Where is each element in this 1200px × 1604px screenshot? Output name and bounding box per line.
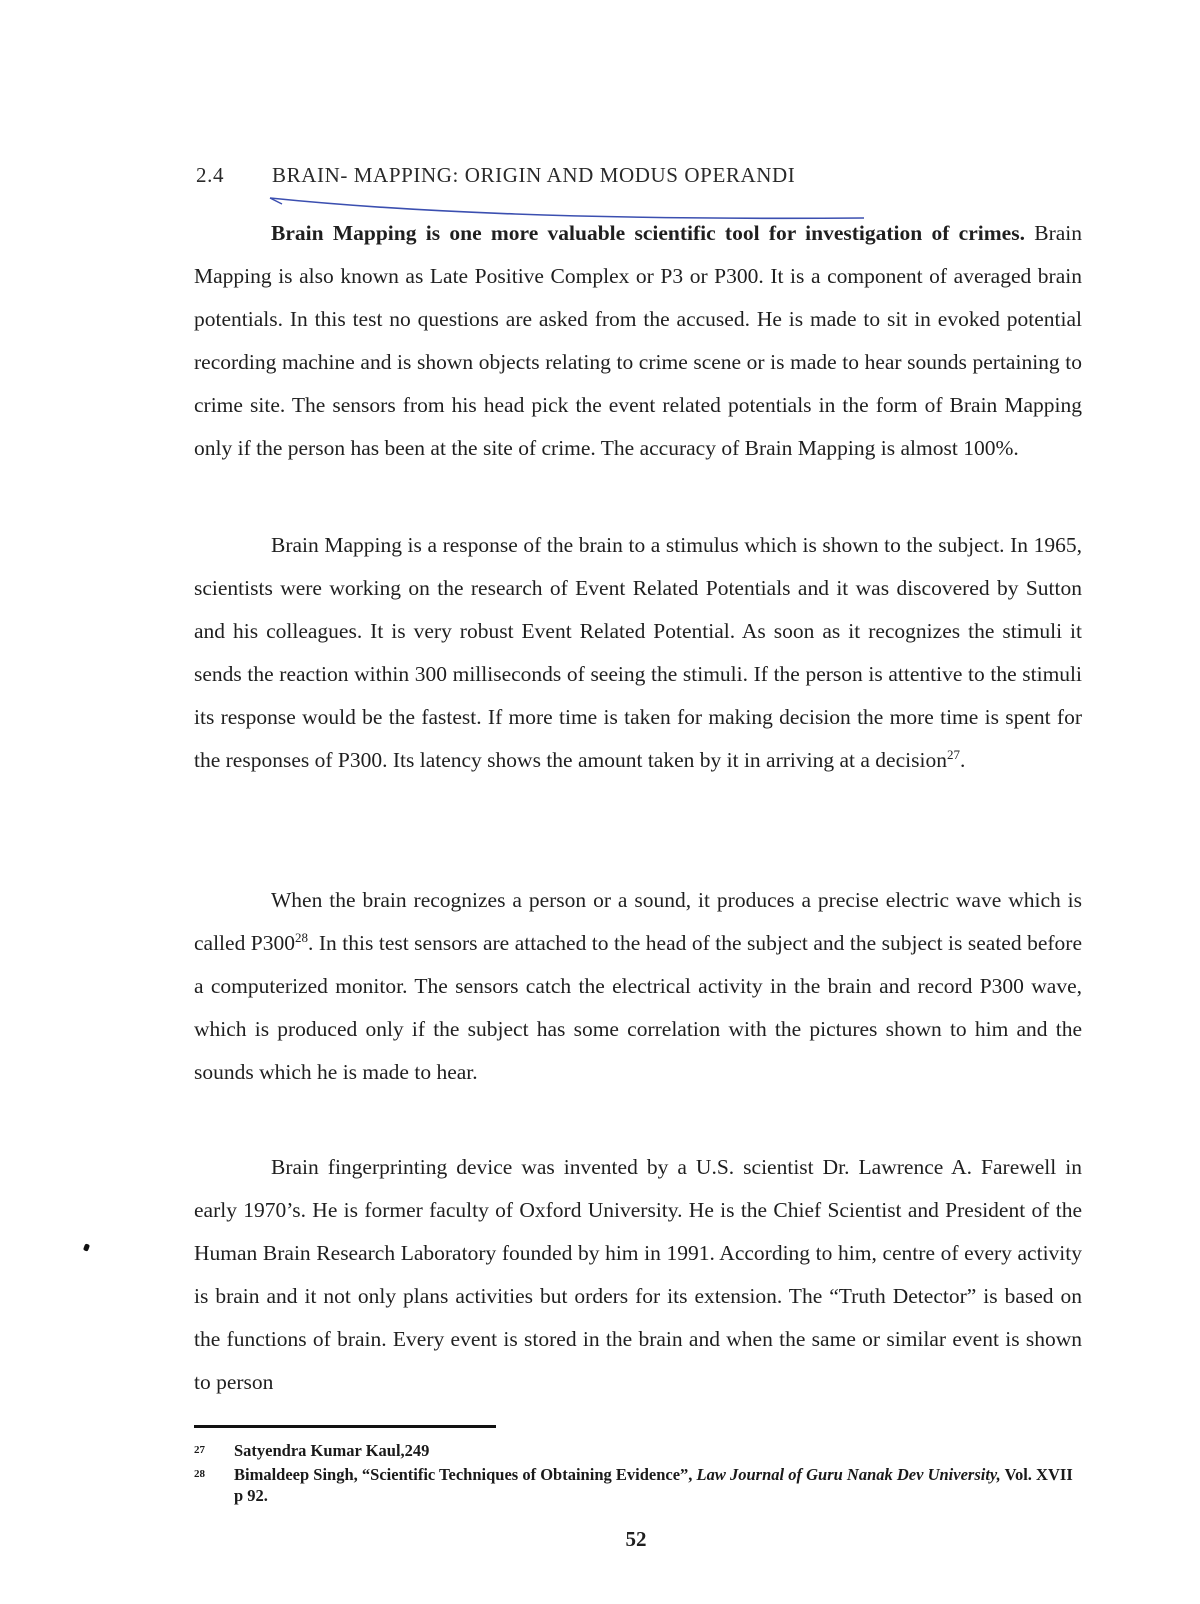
page-number: 52 bbox=[625, 1527, 647, 1551]
footnote-text: Satyendra Kumar Kaul,249 bbox=[234, 1441, 430, 1460]
paragraph-2 bbox=[194, 524, 1082, 782]
footnote-text-b: Vol. XVII p 92. bbox=[234, 1465, 1073, 1505]
footnote-mark: 27 bbox=[194, 1444, 205, 1456]
paragraph-1 bbox=[194, 212, 1082, 470]
footnote-text bbox=[234, 1464, 1074, 1506]
footnote-ref-27[interactable]: 27 bbox=[946, 746, 960, 762]
footnote-text-a: Bimaldeep Singh, “Scientific Techniques of Obtaining Evidence”, bbox=[234, 1465, 697, 1484]
section-number: 2.4 bbox=[196, 163, 225, 187]
paragraph-1-body: Brain Mapping is also known as Late Positive Complex or P3 or P300. It is a component of averaged brain potentials. In this test no questions are asked from the accused. He is made to sit in evoked potential recording machine and is shown objects relating to crime scene or is made to hear sounds pertaining to crime site. The sensors from his head pick the event related potentials in the form of Brain Mapping only if the person has been at the site of crime. The accuracy of Brain Mapping is almost 100%. bbox=[194, 221, 1082, 460]
footnote-27 bbox=[194, 1440, 1074, 1461]
footnote-ref-28[interactable]: 28 bbox=[295, 929, 309, 945]
paragraph-2-body: Brain Mapping is a response of the brain to a stimulus which is shown to the subject. In 1965, scientists were working on the research of Event Related Potentials and it was discovered by Sutton and his colleagues. It is very robust Event Related Potential. As soon as it recognizes the stimuli it sends the reaction within 300 milliseconds of seeing the stimuli. If the person is attentive to the stimuli its response would be the fastest. If more time is taken for making decision the more time is spent for the responses of P300. Its latency shows the amount taken by it in arriving at a decision bbox=[194, 533, 1082, 772]
section-heading bbox=[196, 163, 916, 188]
paragraph-4 bbox=[194, 1146, 1082, 1404]
footnote-28 bbox=[194, 1464, 1074, 1506]
paragraph-3 bbox=[194, 879, 1082, 1094]
footnote-divider bbox=[194, 1425, 496, 1428]
paragraph-4-body: Brain fingerprinting device was invented by a U.S. scientist Dr. Lawrence A. Farewell in early 1970’s. He is former faculty of Oxford University. He is the Chief Scientist and President of the Human Brain Research Laboratory founded by him in 1991. According to him, centre of every activity is brain and it not only plans activities but orders for its extension. The “Truth Detector” is based on the functions of brain. Every event is stored in the brain and when the same or similar event is shown to person bbox=[194, 1155, 1082, 1394]
paragraph-3-part-a: When the brain recognizes a person or a sound, it produces a precise electric wave which is called P300 bbox=[194, 888, 1082, 955]
footnote-journal: Law Journal of Guru Nanak Dev University, bbox=[696, 1465, 1001, 1484]
footnotes bbox=[194, 1440, 1074, 1509]
footnote-mark: 28 bbox=[194, 1468, 205, 1480]
section-title: BRAIN- MAPPING: ORIGIN AND MODUS OPERANDI bbox=[272, 163, 796, 187]
paragraph-2-tail: . bbox=[959, 748, 966, 772]
paragraph-1-lead: Brain Mapping is one more valuable scientific tool for investigation of crimes. bbox=[271, 221, 1025, 245]
paragraph-3-part-b: . In this test sensors are attached to the head of the subject and the subject is seated before a computerized monitor. The sensors catch the electrical activity in the brain and record P300 wave, which is produced only if the subject has some correlation with the pictures shown to him and the sounds which he is made to hear. bbox=[194, 931, 1082, 1084]
stray-ink-mark bbox=[83, 1243, 90, 1251]
